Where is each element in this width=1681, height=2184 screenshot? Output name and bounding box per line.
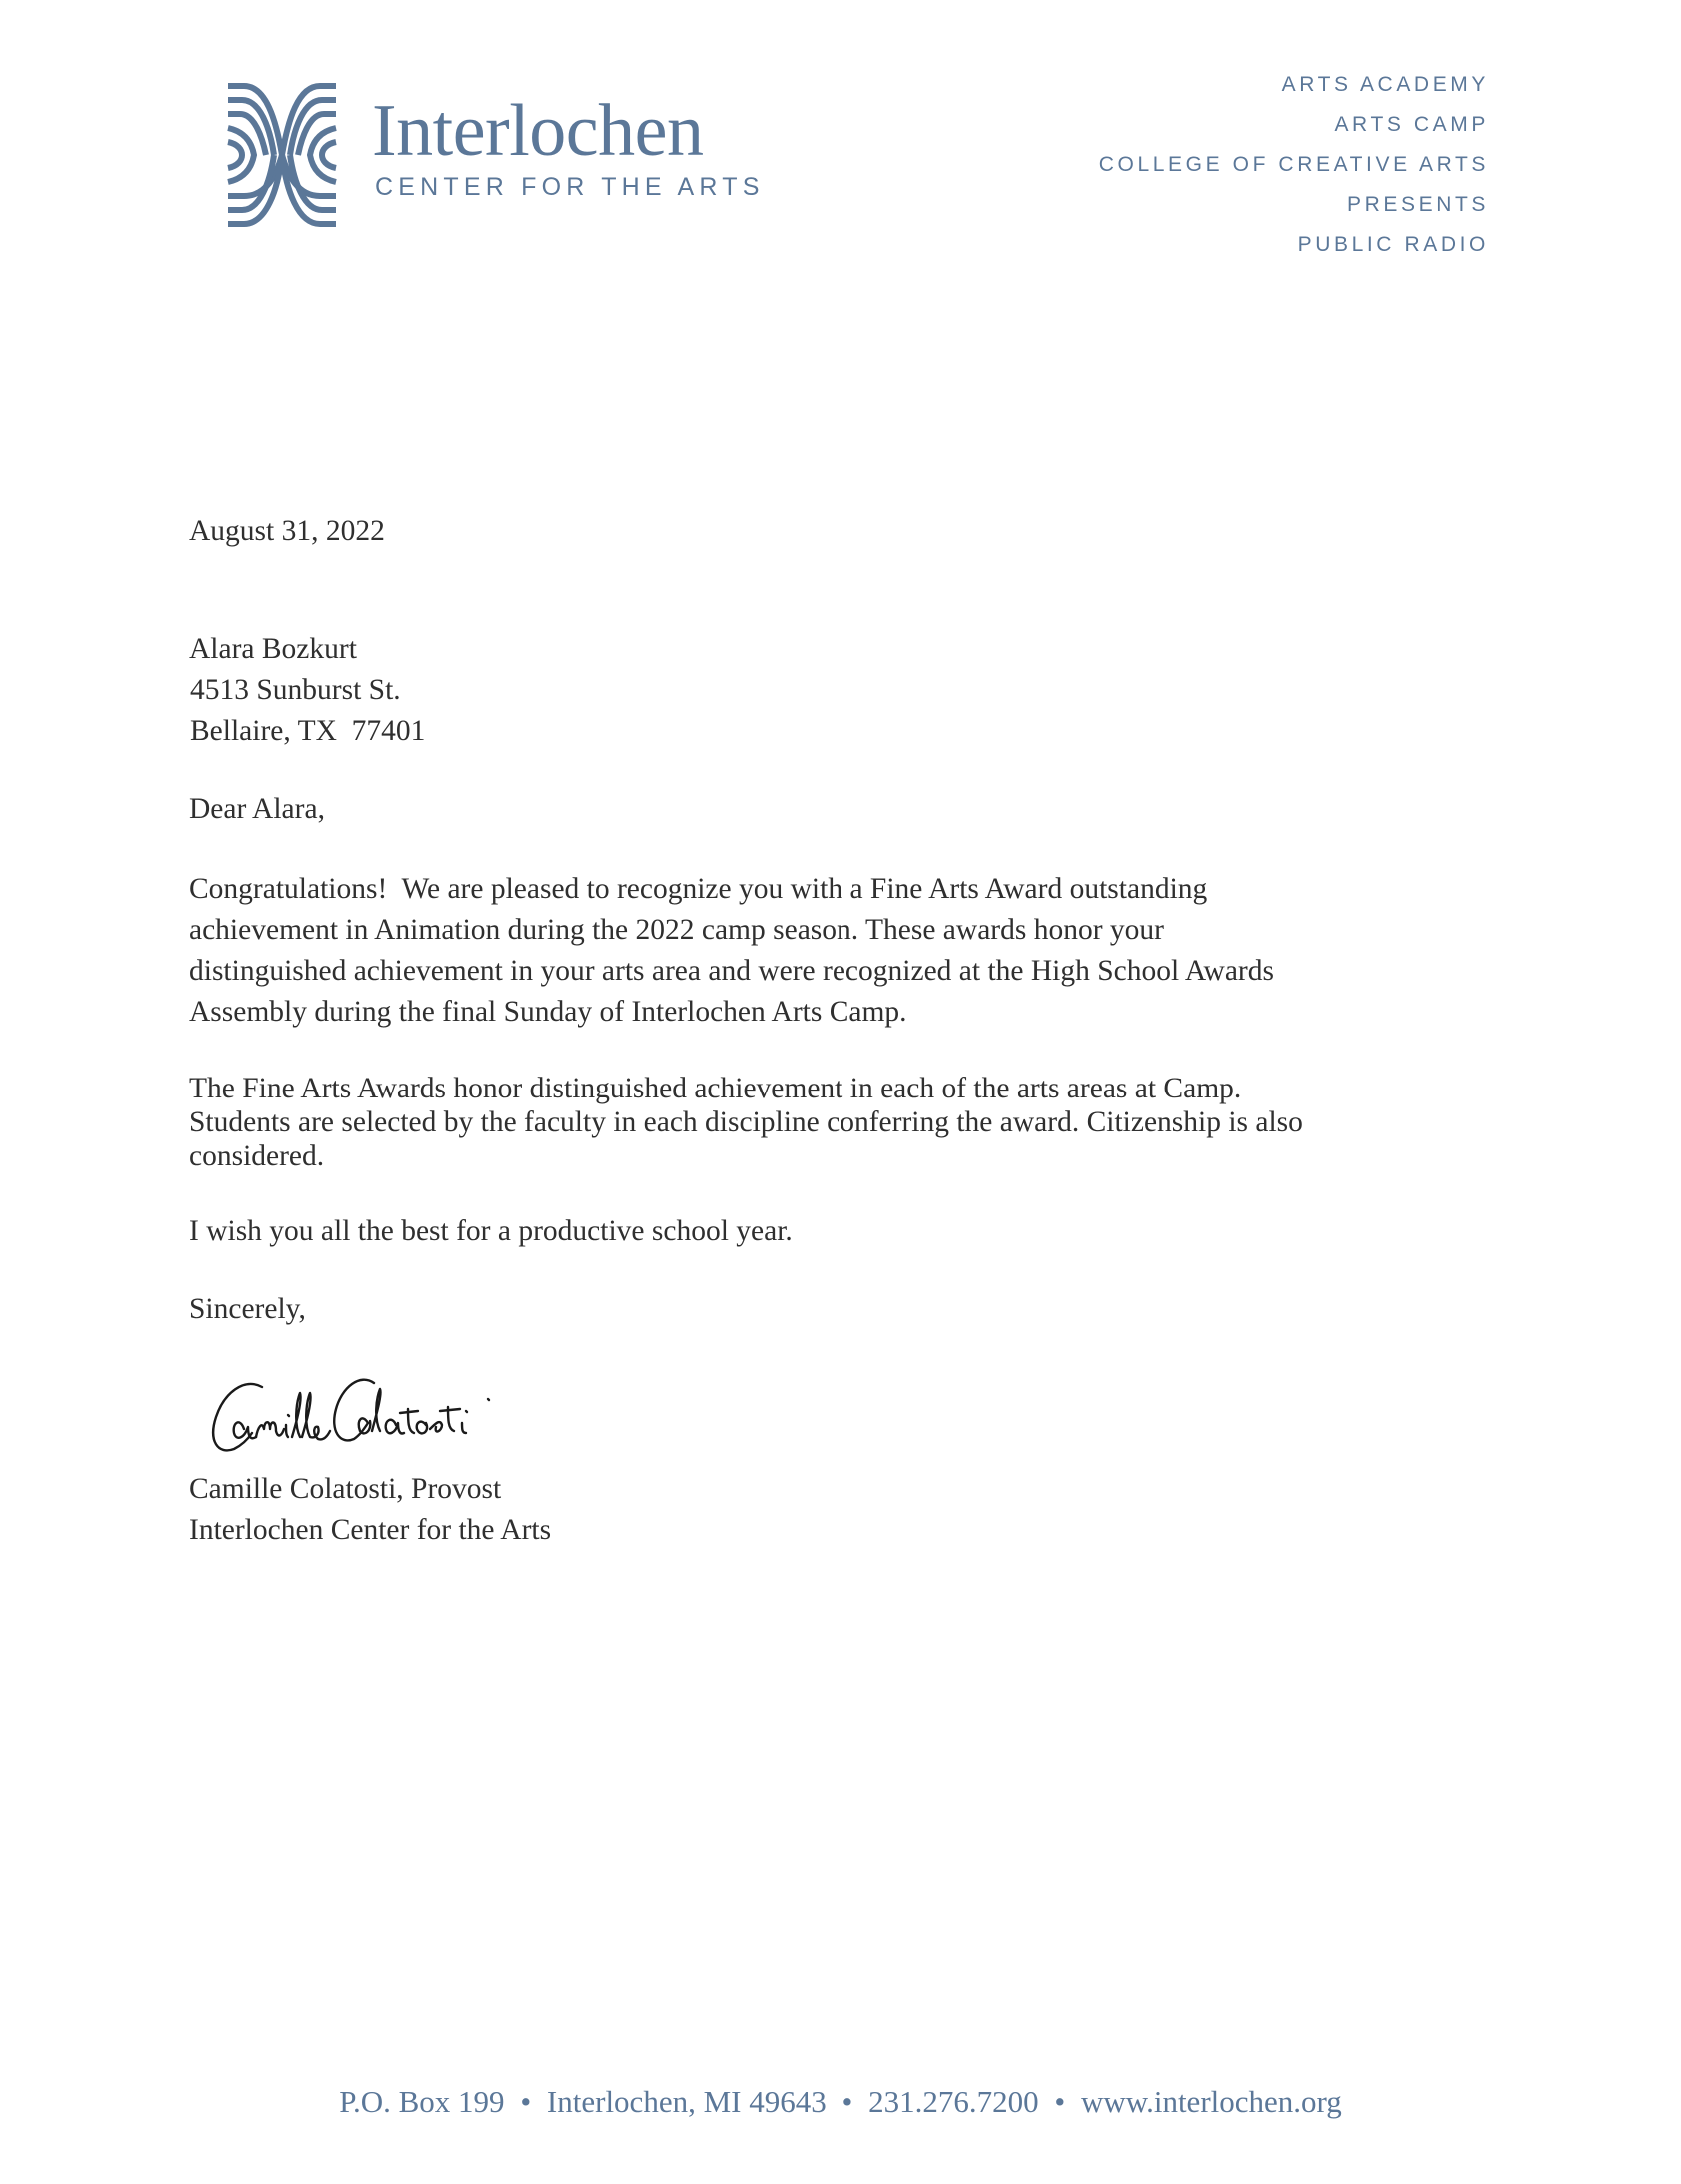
division-item: ARTS ACADEMY bbox=[1281, 73, 1489, 96]
body-paragraph-1 bbox=[189, 869, 1508, 1033]
division-list bbox=[1099, 70, 1489, 270]
paragraph-line: achievement in Animation during the 2022 camp season. These awards honor your bbox=[189, 914, 1164, 946]
footer-separator: • bbox=[1054, 2084, 1066, 2119]
signer-organization: Interlochen Center for the Arts bbox=[189, 1514, 552, 1546]
handwritten-signature bbox=[204, 1369, 514, 1461]
footer-separator: • bbox=[841, 2084, 853, 2119]
recipient-city-state-zip: Bellaire, TX 77401 bbox=[190, 715, 426, 747]
recipient-name: Alara Bozkurt bbox=[189, 633, 357, 665]
brand-name: Interlochen bbox=[372, 90, 704, 172]
footer-separator: • bbox=[520, 2084, 532, 2119]
signer-block bbox=[189, 1469, 551, 1551]
letter-date: August 31, 2022 bbox=[189, 515, 385, 547]
signer-name-title: Camille Colatosti, Provost bbox=[189, 1473, 502, 1505]
body-paragraph-3: I wish you all the best for a productive school year. bbox=[189, 1215, 793, 1247]
paragraph-line: Assembly during the final Sunday of Interlochen Arts Camp. bbox=[189, 996, 907, 1028]
paragraph-line: distinguished achievement in your arts area and were recognized at the High School Awards bbox=[189, 955, 1274, 987]
salutation: Dear Alara, bbox=[189, 793, 325, 825]
division-item: PUBLIC RADIO bbox=[1297, 233, 1489, 256]
division-item: COLLEGE OF CREATIVE ARTS bbox=[1098, 153, 1489, 176]
paragraph-line: Congratulations! We are pleased to recognize you with a Fine Arts Award outstanding bbox=[189, 873, 1208, 905]
footer-city: Interlochen, MI 49643 bbox=[546, 2084, 827, 2119]
interlochen-logo-icon bbox=[226, 80, 338, 230]
division-item: ARTS CAMP bbox=[1334, 113, 1489, 136]
brand-tagline: CENTER FOR THE ARTS bbox=[375, 173, 765, 201]
letterhead-footer bbox=[0, 2082, 1681, 2122]
footer-phone: 231.276.7200 bbox=[868, 2084, 1039, 2119]
division-item: PRESENTS bbox=[1347, 193, 1489, 216]
body-paragraph-2 bbox=[189, 1072, 1508, 1173]
paragraph-line: Students are selected by the faculty in each discipline conferring the award. Citizenship is also bbox=[189, 1106, 1303, 1138]
recipient-address bbox=[189, 629, 425, 752]
recipient-street: 4513 Sunburst St. bbox=[190, 674, 401, 706]
closing: Sincerely, bbox=[189, 1293, 306, 1325]
footer-website-link[interactable]: www.interlochen.org bbox=[1080, 2084, 1342, 2119]
paragraph-line: considered. bbox=[189, 1140, 325, 1172]
footer-po-box: P.O. Box 199 bbox=[339, 2084, 505, 2119]
paragraph-line: The Fine Arts Awards honor distinguished achievement in each of the arts areas at Camp. bbox=[189, 1073, 1242, 1104]
